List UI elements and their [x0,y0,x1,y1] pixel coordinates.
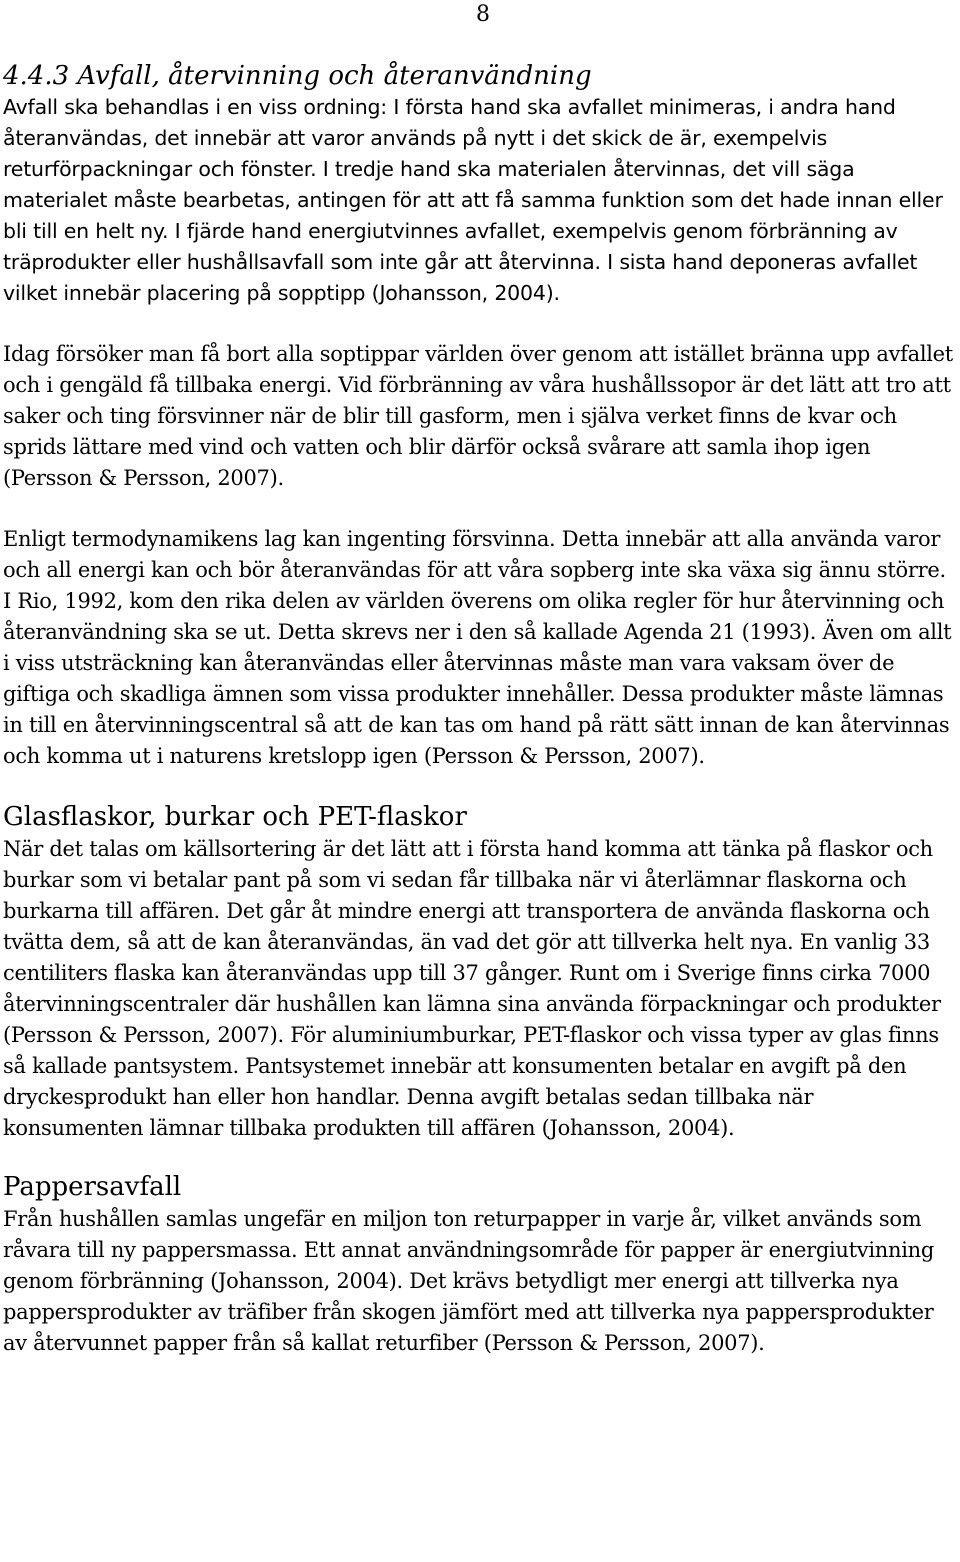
document-body [3,60,957,1359]
subheading-glass-cans-pet: Glasflaskor, burkar och PET-flaskor [3,802,467,832]
paragraph-waste-order: Avfall ska behandlas i en viss ordning: I första hand ska avfallet minimeras, i andra hand återanvändas, det innebär att varor används på nytt i det skick de är, exempelvis returförpackningar och fönster. I tredje hand ska materialen återvinnas, det vill säga materialet måste bearbetas, antingen för att att få samma funktion som det hade innan eller bli till en helt ny. I fjärde hand energiutvinnes avfallet, exempelvis genom förbränning av träprodukter eller hushållsavfall som inte går att återvinna. I sista hand deponeras avfallet vilket innebär placering på sopptipp (Johansson, 2004). [3,95,943,305]
section-heading: 4.4.3 Avfall, återvinning och återanvändning [3,61,592,91]
page-number: 8 [476,2,490,27]
paragraph-landfills: Idag försöker man få bort alla soptippar världen över genom att istället bränna upp avfallet och i gengäld få tillbaka energi. Vid förbränning av våra hushållssopor är det lätt att tro att saker och ting försvinner när de blir till gasform, men i själva verket finns de kvar och sprids lättare med vind och vatten och blir därför också svårare att samla ihop igen (Persson & Persson, 2007). [3,342,953,490]
paragraph-spacer [3,494,957,524]
paragraph-glass-cans-pet: När det talas om källsortering är det lätt att i första hand komma att tänka på flaskor och burkar som vi betalar pant på som vi sedan får tillbaka när vi återlämnar flaskorna och burkarna till affären. Det går åt mindre energi att transportera de använda flaskorna och tvätta dem, så att de kan återanvändas, än vad det gör att tillverka helt nya. En vanlig 33 centiliters flaska kan återanvändas upp till 37 gånger. Runt om i Sverige finns cirka 7000 återvinningscentraler där hushållen kan lämna sina använda förpackningar och produkter (Persson & Persson, 2007). För aluminiumburkar, PET-flaskor och vissa typer av glas finns så kallade pantsystem. Pantsystemet innebär att konsumenten betalar en avgift på den dryckesprodukt han eller hon handlar. Denna avgift betalas sedan tillbaka när konsumenten lämnar tillbaka produkten till affären (Johansson, 2004). [3,837,941,1140]
subheading-paper-waste: Pappersavfall [3,1172,182,1202]
paragraph-thermodynamics: Enligt termodynamikens lag kan ingenting försvinna. Detta innebär att alla använda varor och all energi kan och bör återanvändas för att våra sopberg inte ska växa sig ännu större. I Rio, 1992, kom den rika delen av världen överens om olika regler för hur återvinning och återanvändning ska se ut. Detta skrevs ner i den så kallade Agenda 21 (1993). Även om allt i viss utsträckning kan återanvändas eller återvinnas måste man vara vaksam över de giftiga och skadliga ämnen som vissa produkter innehåller. Dessa produkter måste lämnas in till en återvinningscentral så att de kan tas om hand på rätt sätt innan de kan återvinnas och komma ut i naturens kretslopp igen (Persson & Persson, 2007). [3,527,952,768]
paragraph-spacer [3,772,957,800]
paragraph-spacer [3,1144,957,1170]
paragraph-paper-waste: Från hushållen samlas ungefär en miljon ton returpapper in varje år, vilket används som råvara till ny pappersmassa. Ett annat användningsområde för papper är energiutvinning genom förbränning (Johansson, 2004). Det krävs betydligt mer energi att tillverka nya pappersprodukter av träfiber från skogen jämfört med att tillverka nya pappersprodukter av återvunnet papper från så kallat returfiber (Persson & Persson, 2007). [3,1207,934,1355]
paragraph-spacer [3,309,957,339]
